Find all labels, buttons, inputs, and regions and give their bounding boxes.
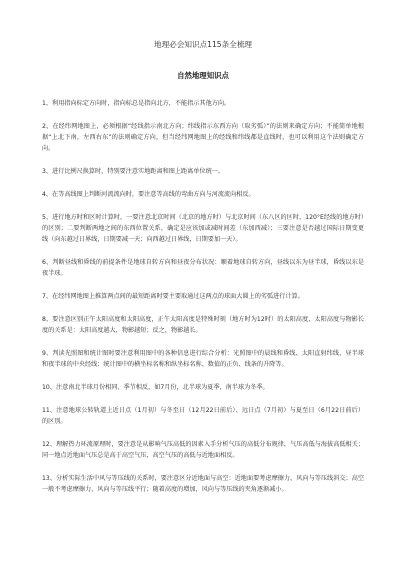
knowledge-point-item: 6、判断昼线和昏线的前提条件是地球自转方向和昼夜分布状况：顺着地球自转方向，昼线以东为昼半球，昏线以东是夜半球。 — [42, 259, 364, 277]
knowledge-point-item: 3、进行比例尺换算时，特别要注意实地距离和图上距离单位统一。 — [42, 168, 224, 175]
knowledge-point-item: 2、在经纬网地图上，必须根据“经线指示南北方向；纬线指示东西方向（取劣弧）”的法则来确定方向；不能简单地根据“上北下南，左西右东”的法则确定方向，但当经纬网地图上的经线和纬线都是直线时，也可以利用这个法则确定方向。 — [42, 123, 364, 152]
knowledge-point-item: 1、利用指向标定方向时，指向标总是指向北方，不能指示其他方向。 — [42, 100, 231, 107]
document-title: 地理必会知识点115条全梳理 — [153, 40, 253, 49]
knowledge-point-item: 11、注意地球公转轨道上近日点（1月初）与冬至日（12月22日前后）、远日点（7月初）与夏至日（6月22日前后）的区别。 — [42, 407, 364, 425]
knowledge-point-item: 5、进行地方时和区时计算时，一要注意北京时间（北京的地方时）与北京时间（东八区的区时、120°E经线的地方时）的区别；二要判断两地之间的东西位置关系，确定是应该加或减时间差（东加西减）；三要注意是否越过国际日期变更线（向东越过日界线，日期要减一天；向西越过日界线，日期要加一天）。 — [42, 214, 364, 243]
knowledge-point-item: 12、理解热力环流原理时，要注意是从影响气压高低的因素入手分析气压的高低分布规律，气压高低与海拔高低相关；同一地点近地面气压总是高于高空气压，高空气压的高低与近地面相反。 — [42, 441, 364, 459]
knowledge-point-item: 7、在经纬网地图上推算两点间的最短距离时要主要取通过这两点的球面大圆上的劣弧进行计算。 — [42, 293, 304, 300]
section-heading: 自然地理知识点 — [177, 71, 229, 80]
knowledge-point-item: 10、注意南北半球月份相同、季节相反，如7月份，北半球为夏季，南半球为冬季。 — [42, 384, 269, 391]
knowledge-point-item: 4、在等高线图上判断河流流向时，要注意等高线的弯曲方向与河流流向相反。 — [42, 191, 255, 198]
knowledge-point-list — [42, 98, 364, 495]
knowledge-point-item: 9、判读光照图和统计图时要注意利用图中的各种信息进行综合分析：光照图中的晨线和昏线、太阳直射纬线、昼半球和夜半球的中央经线；统计图中的横坐标名称和纵坐标名称、数值的正负、线条的升降等。 — [42, 350, 364, 368]
knowledge-point-item: 13、分析实际生活中风与等压线的关系时，要注意区分近地面与高空：近地面要考虑摩擦力，风向与等压线斜交；高空一般不考虑摩擦力，风向与等压线平行；随着高度的增加，风向与等压线的夹角逐渐减小。 — [42, 475, 364, 493]
knowledge-point-item: 8、要注意区别正午太阳高度和太阳高度，正午太阳高度是特殊时刻（地方时为12时）的太阳高度，太阳高度与物影长度的关系是：太阳高度越大，物影越短；反之，物影越长。 — [42, 316, 364, 334]
